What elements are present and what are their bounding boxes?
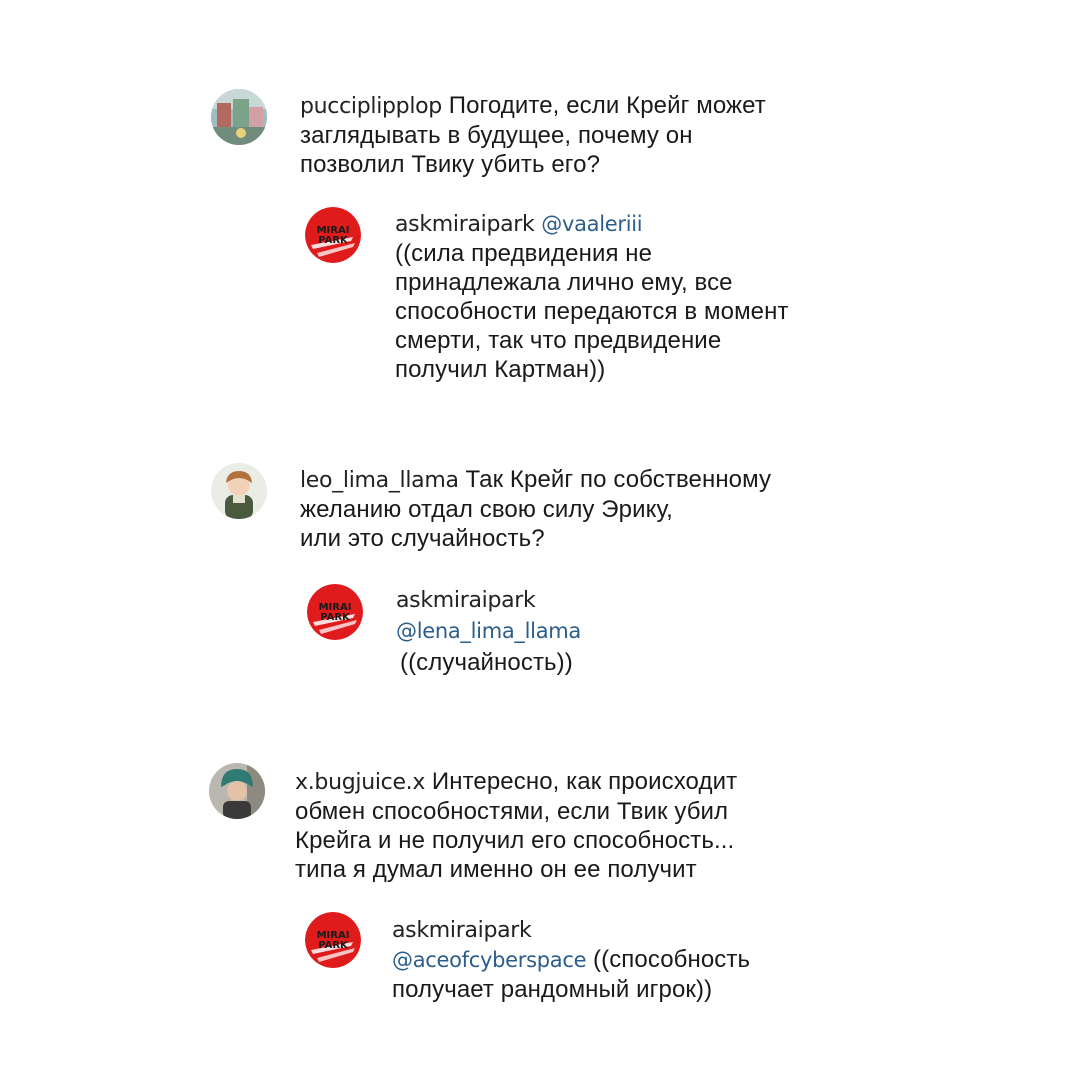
reply-line: ((сила предвидения не — [395, 240, 653, 267]
comment-line: Погодите, если Крейг может — [441, 92, 766, 119]
logo-text-line2: PARK — [320, 612, 350, 623]
avatar[interactable] — [209, 763, 265, 819]
reply-username[interactable]: askmiraipark — [392, 918, 532, 943]
mirai-park-logo-icon — [305, 912, 361, 968]
reply-username[interactable]: askmiraipark — [396, 588, 536, 613]
reply-text — [395, 209, 789, 384]
user-avatar-image — [211, 89, 267, 145]
comment-username[interactable]: x.bugjuice.x — [295, 770, 426, 795]
comment-username[interactable]: leo_lima_llama — [300, 468, 459, 493]
comment-line: типа я думал именно он ее получит — [295, 856, 697, 883]
comment-line: заглядывать в будущее, почему он — [300, 122, 693, 149]
comment-line: обмен способностями, если Твик убил — [295, 798, 729, 825]
reply-mention-link[interactable]: @vaaleriii — [541, 212, 643, 236]
comment-line: или это случайность? — [300, 525, 545, 552]
reply-line: получает рандомный игрок)) — [392, 976, 713, 1003]
comment-text — [300, 465, 771, 553]
mirai-park-logo-icon — [305, 207, 361, 263]
reply-text — [396, 586, 581, 677]
comment-line: Крейга и не получил его способность... — [295, 827, 735, 854]
avatar[interactable] — [305, 207, 361, 263]
avatar[interactable] — [211, 89, 267, 145]
reply-line: способности передаются в момент — [395, 298, 789, 325]
avatar[interactable] — [307, 584, 363, 640]
logo-text-line2: PARK — [318, 235, 348, 246]
comment-line: Так Крейг по собственному — [458, 466, 772, 493]
reply-text — [392, 916, 750, 1004]
logo-text-line1: MIRAI — [316, 930, 350, 941]
comment-line: позволил Твику убить его? — [300, 151, 601, 178]
reply-line: принадлежала лично ему, все — [395, 269, 733, 296]
mirai-park-logo-icon — [307, 584, 363, 640]
comment-text — [295, 767, 737, 884]
user-avatar-image — [209, 763, 265, 819]
comment-line: Интересно, как происходит — [425, 768, 738, 795]
reply-line: ((способность — [586, 946, 751, 973]
comment-line: желанию отдал свою силу Эрику, — [300, 496, 673, 523]
logo-text-line1: MIRAI — [316, 225, 350, 236]
reply-mention-link[interactable]: @lena_lima_llama — [396, 619, 581, 643]
reply-line: смерти, так что предвидение — [395, 327, 722, 354]
avatar[interactable] — [305, 912, 361, 968]
reply-username[interactable]: askmiraipark — [395, 212, 535, 237]
user-avatar-image — [211, 463, 267, 519]
reply-mention-link[interactable]: @aceofcyberspace — [392, 948, 587, 972]
reply-line: получил Картман)) — [395, 356, 606, 383]
avatar[interactable] — [211, 463, 267, 519]
comment-username[interactable]: pucciplipplop — [300, 94, 442, 119]
comment-text — [300, 91, 766, 179]
logo-text-line1: MIRAI — [318, 602, 352, 613]
logo-text-line2: PARK — [318, 940, 348, 951]
reply-line: ((случайность)) — [400, 649, 573, 676]
